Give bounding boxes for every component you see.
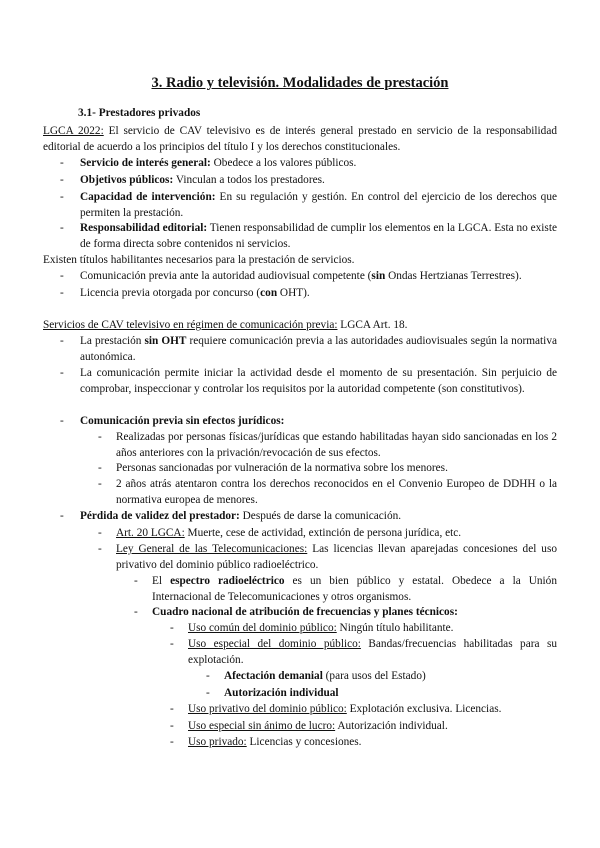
bullet-dash: - [60,287,64,299]
list-item: El espectro radioeléctrico es un bien público y estatal. Obedece a la Unión Internacional de Telecomunicaciones y otros organismos. [152,575,557,603]
list-item: Uso privado: Licencias y concesiones. [188,736,362,748]
list-item: Responsabilidad editorial: Tienen responsabilidad de cumplir los elementos en la LGCA. Esta no existe de forma directa sobre contenidos ni servicios. [80,222,557,250]
bullet-dash: - [60,270,64,282]
bullet-dash: - [206,687,210,699]
bullet-dash: - [98,543,102,555]
list-item: Cuadro nacional de atribución de frecuencias y planes técnicos: [152,606,458,618]
section-heading: 3.1- Prestadores privados [78,107,201,119]
bullet-dash: - [98,527,102,539]
page-title: 3. Radio y televisión. Modalidades de prestación [151,75,449,91]
bullet-dash: - [60,335,64,347]
bullet-dash: - [60,157,64,169]
services-heading: Servicios de CAV televisivo en régimen de comunicación previa: LGCA Art. 18. [43,319,408,331]
bullet-dash: - [170,720,174,732]
list-item: Pérdida de validez del prestador: Después de darse la comunicación. [80,510,402,522]
list-item: Art. 20 LGCA: Muerte, cese de actividad, extinción de persona jurídica, etc. [116,527,462,539]
titles-paragraph: Existen títulos habilitantes necesarios para la prestación de servicios. [43,254,355,266]
intro-paragraph [43,124,557,155]
list-item: Uso especial del dominio público: Bandas/frecuencias habilitadas para su explotación. [188,638,557,666]
bullet-dash: - [60,191,64,203]
bullet-dash: - [206,670,210,682]
list-item: Servicio de interés general: Obedece a los valores públicos. [80,157,357,169]
bullet-dash: - [98,462,102,474]
list-item: La prestación sin OHT requiere comunicación previa a las autoridades audiovisuales según la normativa autonómica. [80,335,557,363]
list-item: La comunicación permite iniciar la actividad desde el momento de su presentación. Sin perjuicio de comprobar, inspeccionar y controlar los requisitos por la autoridad competente (son constitutivos). [80,367,557,395]
list-item: Uso común del dominio público: Ningún título habilitante. [188,622,454,634]
bullet-dash: - [134,606,138,618]
bullet-dash: - [134,575,138,587]
bullet-dash: - [170,736,174,748]
bullet-dash: - [60,222,64,234]
list-item: Ley General de las Telecomunicaciones: Las licencias llevan aparejadas concesiones del uso privativo del dominio público radioeléctrico. [116,543,557,571]
bullet-dash: - [60,367,64,379]
bullet-dash: - [170,638,174,650]
bullet-dash: - [170,703,174,715]
list-item: Comunicación previa sin efectos jurídicos: [80,415,285,427]
bullet-dash: - [60,174,64,186]
bullet-dash: - [98,431,102,443]
bullet-dash: - [170,622,174,634]
list-item: Licencia previa otorgada por concurso (con OHT). [80,287,310,299]
list-item: Afectación demanial (para usos del Estado) [224,670,426,682]
list-item: Realizadas por personas físicas/jurídicas que estando habilitadas hayan sido sancionadas en los 2 años anteriores con la privación/revocación de sus efectos. [116,431,557,459]
list-item: Capacidad de intervención: En su regulación y gestión. En control del ejercicio de los derechos que permiten la prestación. [80,191,557,219]
list-item: Personas sancionadas por vulneración de la normativa sobre los menores. [116,462,448,474]
bullet-dash: - [98,478,102,490]
bullet-dash: - [60,510,64,522]
list-item: Comunicación previa ante la autoridad audiovisual competente (sin Ondas Hertzianas Terrestres). [80,270,522,282]
bullet-dash: - [60,415,64,427]
list-item: Objetivos públicos: Vinculan a todos los prestadores. [80,174,325,186]
list-item: 2 años atrás atentaron contra los derechos reconocidos en el Convenio Europeo de DDHH o la normativa europea de menores. [116,478,557,506]
list-item: Uso privativo del dominio público: Explotación exclusiva. Licencias. [188,703,502,715]
list-item: Uso especial sin ánimo de lucro: Autorización individual. [188,720,448,732]
intro-text: El servicio de CAV televisivo es de interés general prestado en servicio de la responsabilidad editorial de acuerdo a los principios del título I y los derechos constitucionales. [43,125,557,153]
list-item: Autorización individual [224,687,339,699]
intro-label: LGCA 2022: [43,125,104,137]
